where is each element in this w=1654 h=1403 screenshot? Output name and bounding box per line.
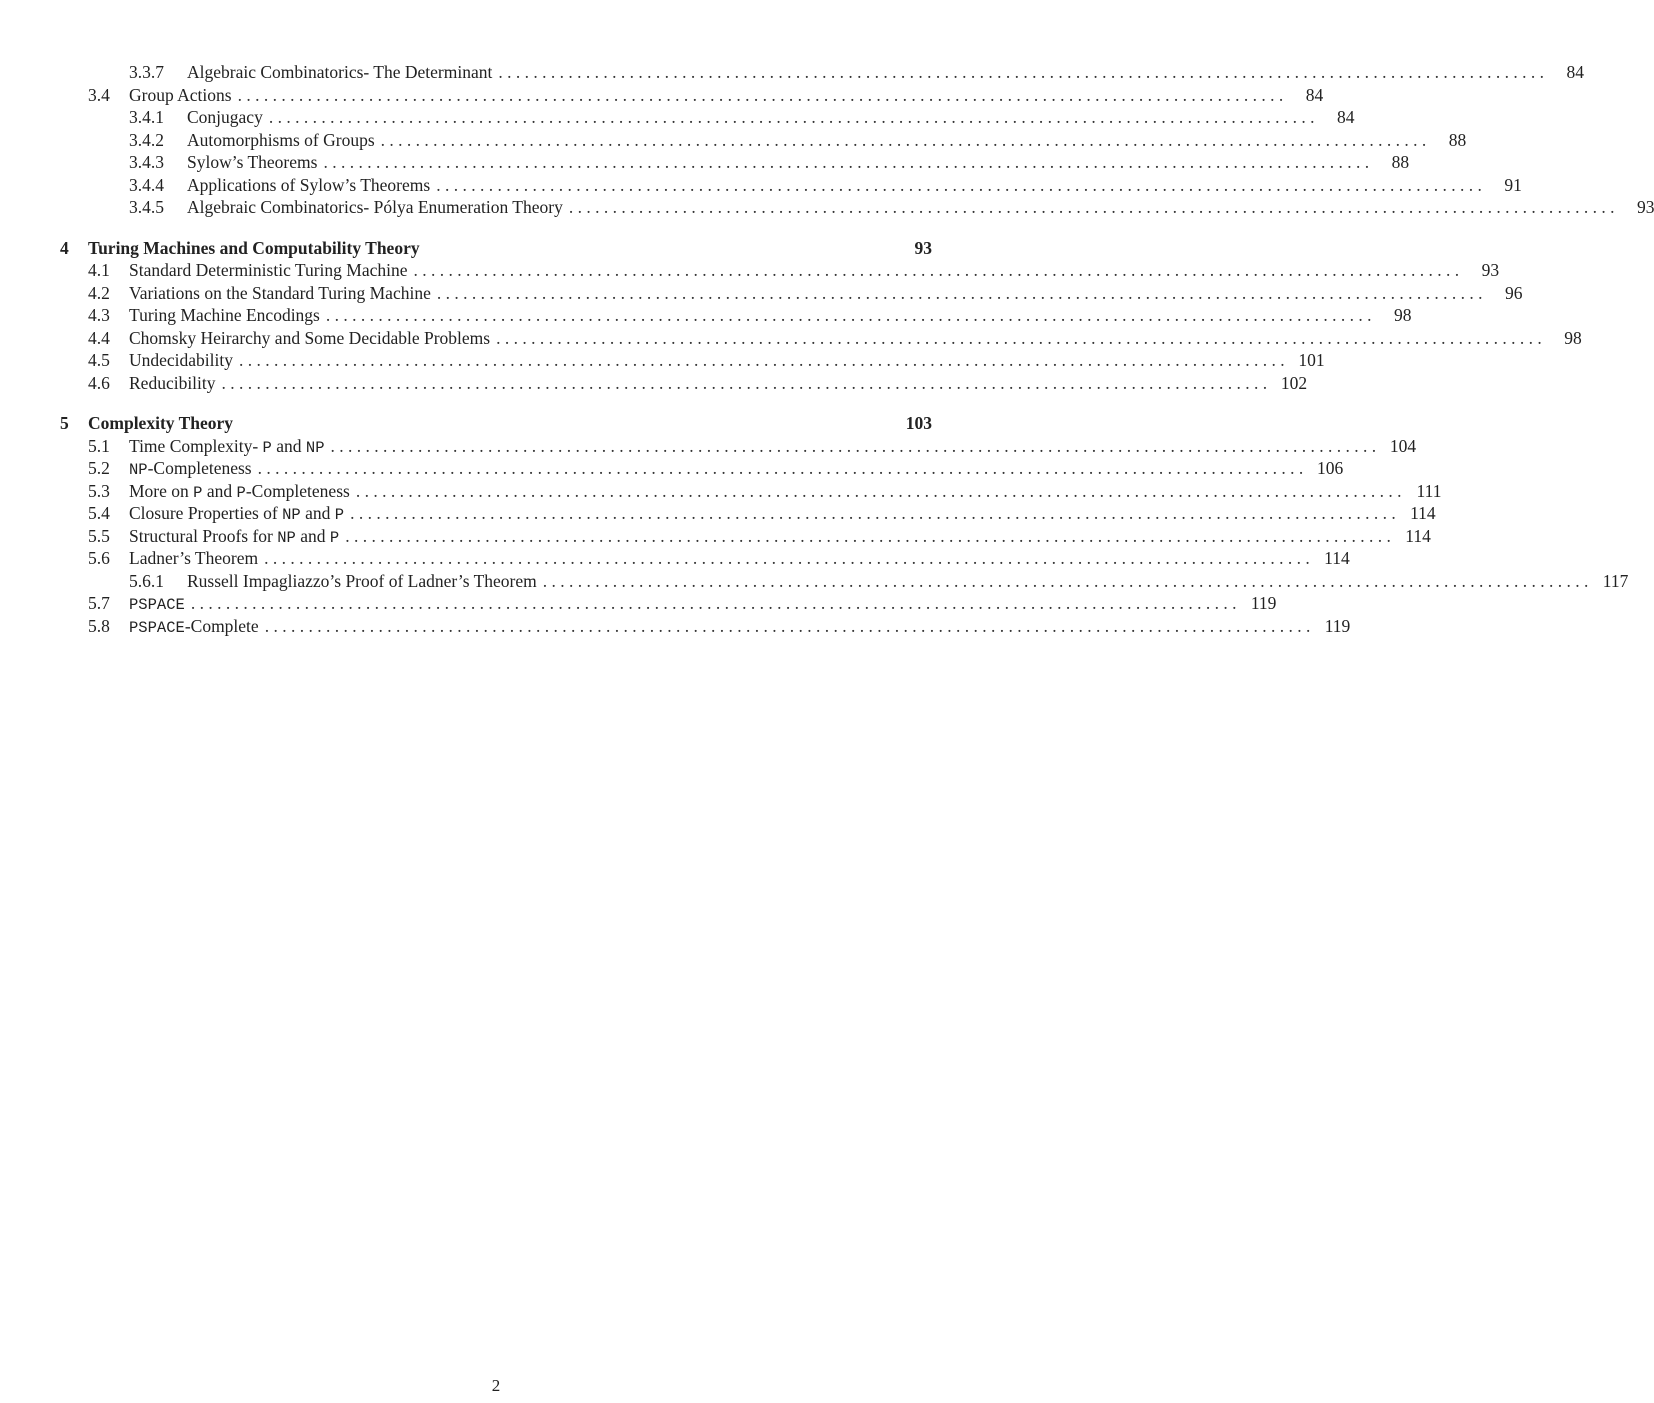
toc-entry-page: 88	[1391, 152, 1410, 172]
complexity-class-name: P	[329, 528, 340, 547]
toc-entry[interactable]	[60, 502, 1436, 525]
toc-entry-title	[88, 412, 239, 435]
toc-entry-page: 91	[1504, 174, 1522, 195]
toc-entry-title	[129, 259, 414, 282]
title-text: Time Complexity-	[129, 435, 263, 456]
toc-entry[interactable]	[60, 174, 1522, 197]
toc-entry-title	[129, 304, 326, 327]
toc-entry-number: 4.2	[88, 282, 110, 303]
toc-entry[interactable]	[60, 525, 1431, 548]
dot-leader: . . . . . . . . . . . . . . . . . . . . . . . . . . . . . . . . . . . . . . . . . . . . . . . . . . . . . . . . . . . . . . . . . . . . . . . . . . . . . . . . . . . . . . . . . . . . . . . . . . . . . . . . . . . . . . . . . . . . . . . .	[325, 305, 1372, 325]
title-text: Structural Proofs for	[129, 525, 278, 546]
dot-leader: . . . . . . . . . . . . . . . . . . . . . . . . . . . . . . . . . . . . . . . . . . . . . . . . . . . . . . . . . . . . . . . . . . . . . . . . . . . . . . . . . . . . . . . . . . . . . . . . . . . . . . . . . . . . . . . . . . . . . . . .	[257, 458, 1304, 478]
title-text: Turing Machines and Computability Theory	[88, 237, 420, 258]
dot-leader: . . . . . . . . . . . . . . . . . . . . . . . . . . . . . . . . . . . . . . . . . . . . . . . . . . . . . . . . . . . . . . . . . . . . . . . . . . . . . . . . . . . . . . . . . . . . . . . . . . . . . . . . . . . . . . . . . . . . . . . .	[350, 503, 1396, 523]
toc-entry-number: 5.3	[88, 480, 110, 501]
title-text: -Completeness	[245, 480, 350, 501]
toc-entry-title	[129, 282, 437, 305]
dot-leader: . . . . . . . . . . . . . . . . . . . . . . . . . . . . . . . . . . . . . . . . . . . . . . . . . . . . . . . . . . . . . . . . . . . . . . . . . . . . . . . . . . . . . . . . . . . . . . . . . . . . . . . . . . . . . . . . . . . . . . . .	[237, 84, 1284, 105]
toc-entry-number: 4.3	[88, 305, 110, 325]
toc-entry-title	[187, 61, 498, 84]
toc-entry-number: 4	[60, 237, 69, 258]
title-text: Chomsky Heirarchy and Some Decidable Problems	[129, 327, 491, 348]
toc-entry-title	[129, 480, 356, 505]
toc-entry-title	[88, 237, 426, 260]
toc-entry-page: 93	[914, 237, 932, 258]
toc-entry-number: 3.4.5	[129, 197, 164, 217]
toc-entry[interactable]	[60, 615, 1351, 638]
toc-entry[interactable]	[60, 304, 1412, 327]
dot-leader: . . . . . . . . . . . . . . . . . . . . . . . . . . . . . . . . . . . . . . . . . . . . . . . . . . . . . . . . . . . . . . . . . . . . . . . . . . . . . . . . . . . . . . . . . . . . . . . . . . . . . . . . . . . . . . . . . . . . . . . .	[239, 350, 1285, 370]
title-text: -Completeness	[147, 458, 252, 478]
toc-entry-title	[129, 502, 350, 527]
toc-entry-title	[187, 174, 436, 197]
title-text: Complexity Theory	[88, 413, 234, 433]
complexity-class-name: P	[236, 483, 246, 502]
toc-entry-number: 5.2	[88, 458, 110, 478]
toc-entry-page: 88	[1448, 129, 1467, 150]
title-text: Automorphisms of Groups	[187, 129, 375, 150]
toc-chapter[interactable]	[60, 237, 932, 260]
toc-entry[interactable]	[60, 327, 1582, 350]
toc-entry[interactable]	[60, 84, 1324, 107]
dot-leader: . . . . . . . . . . . . . . . . . . . . . . . . . . . . . . . . . . . . . . . . . . . . . . . . . . . . . . . . . . . . . . . . . . . . . . . . . . . . . . . . . . . . . . . . . . . . . . . . . . . . . . . . . . . . . . . . . . . . . . . .	[568, 197, 1615, 217]
toc-entry-page: 103	[905, 413, 932, 433]
complexity-class-name: P	[193, 483, 203, 502]
toc-entry[interactable]	[60, 282, 1523, 305]
toc-entry[interactable]	[60, 457, 1344, 480]
toc-entry-page: 98	[1564, 327, 1582, 348]
toc-entry-number: 4.6	[88, 372, 110, 393]
page-number: 2	[491, 1376, 501, 1395]
toc-entry[interactable]	[60, 372, 1308, 395]
toc-entry-number: 5.7	[88, 593, 110, 613]
toc-entry[interactable]	[60, 592, 1277, 615]
toc-entry-number: 3.3.7	[129, 62, 164, 82]
title-text: Algebraic Combinatorics- Pólya Enumeration Theory	[187, 197, 563, 217]
toc-entry-page: 93	[1636, 197, 1654, 217]
toc-entry[interactable]	[60, 61, 1584, 84]
dot-leader: . . . . . . . . . . . . . . . . . . . . . . . . . . . . . . . . . . . . . . . . . . . . . . . . . . . . . . . . . . . . . . . . . . . . . . . . . . . . . . . . . . . . . . . . . . . . . . . . . . . . . . . . . . . . . . . . . . . . . . . .	[323, 152, 1370, 172]
complexity-class-name: PSPACE	[129, 596, 185, 614]
title-text: Undecidability	[129, 350, 234, 370]
toc-entry-number: 3.4.3	[129, 152, 164, 172]
toc-entry-title	[187, 570, 543, 593]
toc-entry-number: 4.4	[88, 327, 110, 348]
complexity-class-name: NP	[129, 461, 148, 479]
title-text: Conjugacy	[187, 107, 263, 127]
title-text: and	[300, 503, 335, 523]
toc-entry-title	[129, 525, 345, 550]
toc-entry-number: 3.4.4	[129, 174, 164, 195]
toc-entry-page: 84	[1566, 62, 1584, 82]
dot-leader: . . . . . . . . . . . . . . . . . . . . . . . . . . . . . . . . . . . . . . . . . . . . . . . . . . . . . . . . . . . . . . . . . . . . . . . . . . . . . . . . . . . . . . . . . . . . . . . . . . . . . . . . . . . . . . . . . . . . . . . .	[355, 480, 1402, 501]
title-text: Group Actions	[129, 84, 232, 105]
toc-chapter[interactable]	[60, 412, 932, 435]
toc-entry-page: 114	[1405, 525, 1431, 546]
complexity-class-name: NP	[277, 528, 296, 547]
toc-entry-page: 119	[1250, 593, 1277, 613]
dot-leader: . . . . . . . . . . . . . . . . . . . . . . . . . . . . . . . . . . . . . . . . . . . . . . . . . . . . . . . . . . . . . . . . . . . . . . . . . . . . . . . . . . . . . . . . . . . . . . . . . . . . . . . . . . . . . . . . . . . . . . . .	[264, 615, 1311, 636]
toc-entry-title	[129, 349, 239, 372]
toc-entry-page: 84	[1336, 107, 1355, 127]
toc-entry[interactable]	[60, 570, 1629, 593]
table-of-contents	[60, 61, 1654, 637]
toc-entry-number: 4.1	[88, 260, 110, 280]
toc-entry-title	[129, 327, 496, 350]
title-text: and	[295, 525, 330, 546]
toc-entry-page: 114	[1410, 503, 1436, 523]
toc-entry-title	[129, 457, 258, 482]
toc-entry-title	[129, 547, 264, 570]
toc-entry-page: 119	[1324, 615, 1351, 636]
toc-entry-number: 3.4.2	[129, 129, 164, 150]
toc-entry-number: 3.4	[88, 84, 110, 105]
complexity-class-name: NP	[282, 506, 301, 524]
toc-entry-title	[187, 151, 323, 174]
title-text: Turing Machine Encodings	[129, 305, 320, 325]
dot-leader: . . . . . . . . . . . . . . . . . . . . . . . . . . . . . . . . . . . . . . . . . . . . . . . . . . . . . . . . . . . . . . . . . . . . . . . . . . . . . . . . . . . . . . . . . . . . . . . . . . . . . . . . . . . . . . . . . . . . . . . .	[413, 260, 1460, 280]
toc-entry-page: 106	[1317, 458, 1344, 478]
complexity-class-name: NP	[305, 438, 325, 457]
dot-leader: . . . . . . . . . . . . . . . . . . . . . . . . . . . . . . . . . . . . . . . . . . . . . . . . . . . . . . . . . . . . . . . . . . . . . . . . . . . . . . . . . . . . . . . . . . . . . . . . . . . . . . . . . . . . . . . . . . . . . . . .	[436, 174, 1482, 195]
title-text: Sylow’s Theorems	[187, 152, 318, 172]
toc-entry-title	[187, 106, 269, 129]
toc-entry-title	[129, 372, 222, 395]
title-text: -Complete	[184, 615, 259, 636]
title-text: Reducibility	[129, 372, 216, 393]
toc-entry-number: 5.6	[88, 548, 110, 568]
toc-entry-number: 4.5	[88, 350, 110, 370]
title-text: Russell Impagliazzo’s Proof of Ladner’s Theorem	[187, 570, 537, 591]
complexity-class-name: P	[334, 506, 345, 524]
toc-entry-page: 114	[1324, 548, 1350, 568]
toc-entry[interactable]	[60, 480, 1442, 503]
dot-leader: . . . . . . . . . . . . . . . . . . . . . . . . . . . . . . . . . . . . . . . . . . . . . . . . . . . . . . . . . . . . . . . . . . . . . . . . . . . . . . . . . . . . . . . . . . . . . . . . . . . . . . . . . . . . . . . . . . . . . . . .	[380, 129, 1427, 150]
dot-leader: . . . . . . . . . . . . . . . . . . . . . . . . . . . . . . . . . . . . . . . . . . . . . . . . . . . . . . . . . . . . . . . . . . . . . . . . . . . . . . . . . . . . . . . . . . . . . . . . . . . . . . . . . . . . . . . . . . . . . . . .	[436, 282, 1483, 303]
title-text: Variations on the Standard Turing Machine	[129, 282, 431, 303]
toc-entry[interactable]	[60, 151, 1410, 174]
toc-entry-title	[129, 435, 331, 460]
toc-entry-page: 96	[1504, 282, 1523, 303]
title-text: and	[271, 435, 306, 456]
toc-entry-page: 98	[1394, 305, 1412, 325]
title-text: and	[202, 480, 237, 501]
toc-entry[interactable]	[60, 106, 1355, 129]
title-text: Algebraic Combinatorics- The Determinant	[187, 62, 493, 82]
dot-leader: . . . . . . . . . . . . . . . . . . . . . . . . . . . . . . . . . . . . . . . . . . . . . . . . . . . . . . . . . . . . . . . . . . . . . . . . . . . . . . . . . . . . . . . . . . . . . . . . . . . . . . . . . . . . . . . . . . . . . . . .	[498, 62, 1544, 82]
toc-entry-number: 5.8	[88, 615, 110, 636]
toc-entry[interactable]	[60, 349, 1325, 372]
dot-leader: . . . . . . . . . . . . . . . . . . . . . . . . . . . . . . . . . . . . . . . . . . . . . . . . . . . . . . . . . . . . . . . . . . . . . . . . . . . . . . . . . . . . . . . . . . . . . . . . . . . . . . . . . . . . . . . . . . . . . . . .	[190, 593, 1237, 613]
toc-entry-number: 5.1	[88, 435, 110, 456]
toc-entry-page: 117	[1602, 570, 1629, 591]
toc-entry-title	[129, 615, 265, 640]
toc-entry[interactable]	[60, 547, 1350, 570]
toc-entry-number: 3.4.1	[129, 107, 164, 127]
title-text: More on	[129, 480, 194, 501]
dot-leader: . . . . . . . . . . . . . . . . . . . . . . . . . . . . . . . . . . . . . . . . . . . . . . . . . . . . . . . . . . . . . . . . . . . . . . . . . . . . . . . . . . . . . . . . . . . . . . . . . . . . . . . . . . . . . . . . . . . . . . . .	[496, 327, 1542, 348]
toc-entry[interactable]	[60, 129, 1467, 152]
toc-entry-page: 111	[1416, 480, 1442, 501]
title-text: Ladner’s Theorem	[129, 548, 259, 568]
toc-entry-page: 102	[1280, 372, 1308, 393]
toc-entry-page: 101	[1298, 350, 1325, 370]
dot-leader: . . . . . . . . . . . . . . . . . . . . . . . . . . . . . . . . . . . . . . . . . . . . . . . . . . . . . . . . . . . . . . . . . . . . . . . . . . . . . . . . . . . . . . . . . . . . . . . . . . . . . . . . . . . . . . . . . . . . . . . .	[221, 372, 1268, 393]
toc-entry-number: 5.6.1	[129, 570, 164, 591]
title-text: Standard Deterministic Turing Machine	[129, 260, 408, 280]
toc-entry-number: 5.5	[88, 525, 110, 546]
dot-leader: . . . . . . . . . . . . . . . . . . . . . . . . . . . . . . . . . . . . . . . . . . . . . . . . . . . . . . . . . . . . . . . . . . . . . . . . . . . . . . . . . . . . . . . . . . . . . . . . . . . . . . . . . . . . . . . . . . . . . . . .	[264, 548, 1310, 568]
toc-entry-title	[129, 592, 191, 617]
title-text: Closure Properties of	[129, 503, 283, 523]
toc-entry-number: 5.4	[88, 503, 110, 523]
toc-entry[interactable]	[60, 196, 1654, 219]
dot-leader: . . . . . . . . . . . . . . . . . . . . . . . . . . . . . . . . . . . . . . . . . . . . . . . . . . . . . . . . . . . . . . . . . . . . . . . . . . . . . . . . . . . . . . . . . . . . . . . . . . . . . . . . . . . . . . . . . . . . . . . .	[345, 525, 1391, 546]
toc-entry-page: 84	[1305, 84, 1324, 105]
toc-entry-page: 104	[1389, 435, 1417, 456]
toc-entry-page: 93	[1481, 260, 1500, 280]
toc-entry[interactable]	[60, 435, 1417, 458]
dot-leader: . . . . . . . . . . . . . . . . . . . . . . . . . . . . . . . . . . . . . . . . . . . . . . . . . . . . . . . . . . . . . . . . . . . . . . . . . . . . . . . . . . . . . . . . . . . . . . . . . . . . . . . . . . . . . . . . . . . . . . . .	[268, 107, 1315, 127]
toc-entry[interactable]	[60, 259, 1500, 282]
complexity-class-name: P	[262, 438, 272, 457]
dot-leader: . . . . . . . . . . . . . . . . . . . . . . . . . . . . . . . . . . . . . . . . . . . . . . . . . . . . . . . . . . . . . . . . . . . . . . . . . . . . . . . . . . . . . . . . . . . . . . . . . . . . . . . . . . . . . . . . . . . . . . . .	[330, 435, 1377, 456]
dot-leader: . . . . . . . . . . . . . . . . . . . . . . . . . . . . . . . . . . . . . . . . . . . . . . . . . . . . . . . . . . . . . . . . . . . . . . . . . . . . . . . . . . . . . . . . . . . . . . . . . . . . . . . . . . . . . . . . . . . . . . . .	[542, 570, 1589, 591]
title-text: Applications of Sylow’s Theorems	[187, 174, 431, 195]
toc-entry-number: 5	[60, 413, 69, 433]
toc-entry-title	[187, 129, 381, 152]
toc-entry-title	[129, 84, 238, 107]
toc-entry-title	[187, 196, 569, 219]
complexity-class-name: PSPACE	[129, 618, 185, 637]
